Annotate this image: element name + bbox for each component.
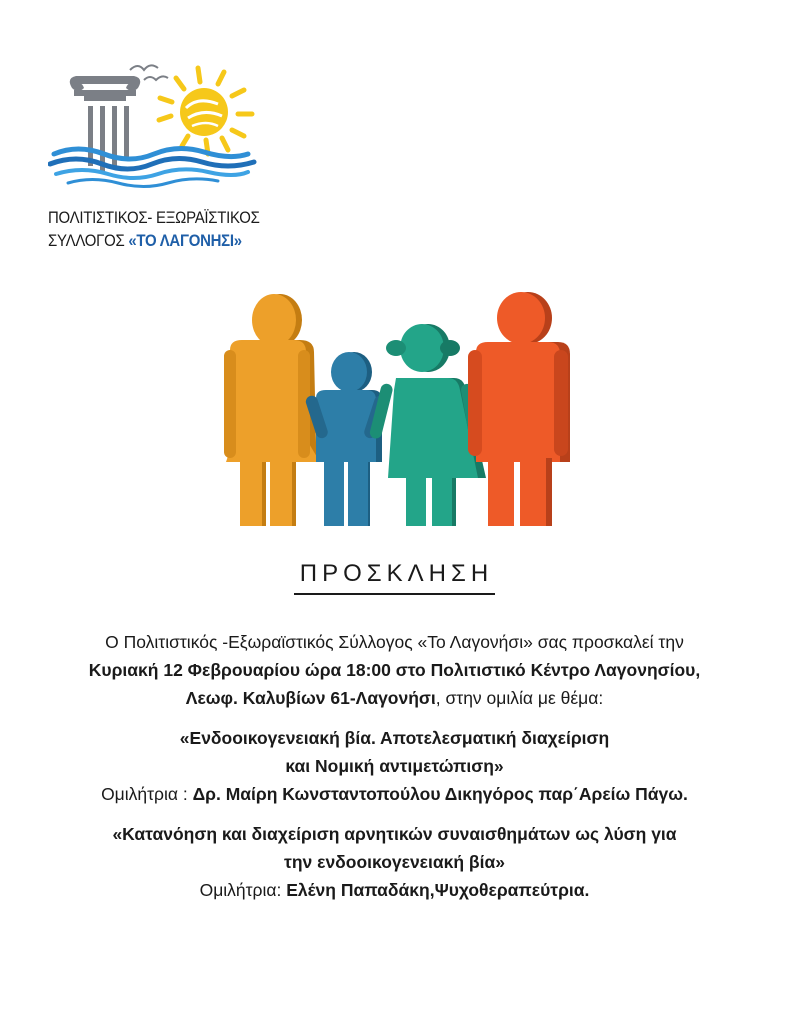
- talk-2-title-line1: «Κατανόηση και διαχείριση αρνητικών συναισθημάτων ως λύση για: [112, 824, 677, 844]
- invitation-body: [0, 628, 789, 904]
- invitation-address-suffix: , στην ομιλία με θέμα:: [435, 688, 604, 708]
- organization-type: ΣΥΛΛΟΓΟΣ: [48, 231, 125, 250]
- talk-2-speaker-label: Ομιλήτρια:: [199, 880, 287, 900]
- blue-child-figure-icon: [304, 352, 387, 526]
- sea-waves-icon: [50, 148, 254, 186]
- invitation-title-text: ΠΡΟΣΚΛΗΣΗ: [294, 560, 495, 595]
- organization-title: «ΤΟ ΛΑΓΟΝΗΣΙ»: [128, 231, 242, 250]
- red-man-figure-icon: [468, 292, 570, 526]
- organization-name: [48, 206, 260, 252]
- talk-2-speaker-line: [0, 876, 789, 904]
- invitation-title: [0, 560, 789, 588]
- organization-name-line2: [48, 229, 250, 252]
- invitation-intro: Ο Πολιτιστικός -Εξωραϊστικός Σύλλογος «Το Λαγονήσι» σας προσκαλεί την: [105, 632, 684, 652]
- sun-icon: [159, 68, 252, 154]
- invitation-date-place: Κυριακή 12 Φεβρουαρίου ώρα 18:00 στο Πολιτιστικό Κέντρο Λαγονησίου,: [88, 660, 701, 680]
- talk-1-speaker-line: [0, 780, 789, 808]
- talk-2-title-line2: την ενδοοικογενειακή βία»: [284, 852, 505, 872]
- talk-1-title-line1: «Ενδοοικογενειακή βία. Αποτελεσματική διαχείριση: [179, 728, 610, 748]
- talk-2-speaker: Ελένη Παπαδάκη,Ψυχοθεραπεύτρια.: [286, 880, 590, 900]
- talk-1-title-line2: και Νομική αντιμετώπιση»: [285, 756, 504, 776]
- talk-1-speaker: Δρ. Μαίρη Κωνσταντοπούλου Δικηγόρος παρ΄Αρείω Πάγω.: [192, 784, 688, 804]
- organization-name-line1: ΠΟΛΙΤΙΣΤΙΚΟΣ- ΕΞΩΡΑΪΣΤΙΚΟΣ: [48, 208, 260, 227]
- invitation-address-line: [0, 684, 789, 712]
- invitation-address: Λεωφ. Καλυβίων 61-Λαγονήσι: [185, 688, 436, 708]
- talk-1-speaker-label: Ομιλήτρια :: [101, 784, 193, 804]
- logo-emblem-icon: [48, 58, 268, 208]
- family-illustration: [218, 292, 578, 528]
